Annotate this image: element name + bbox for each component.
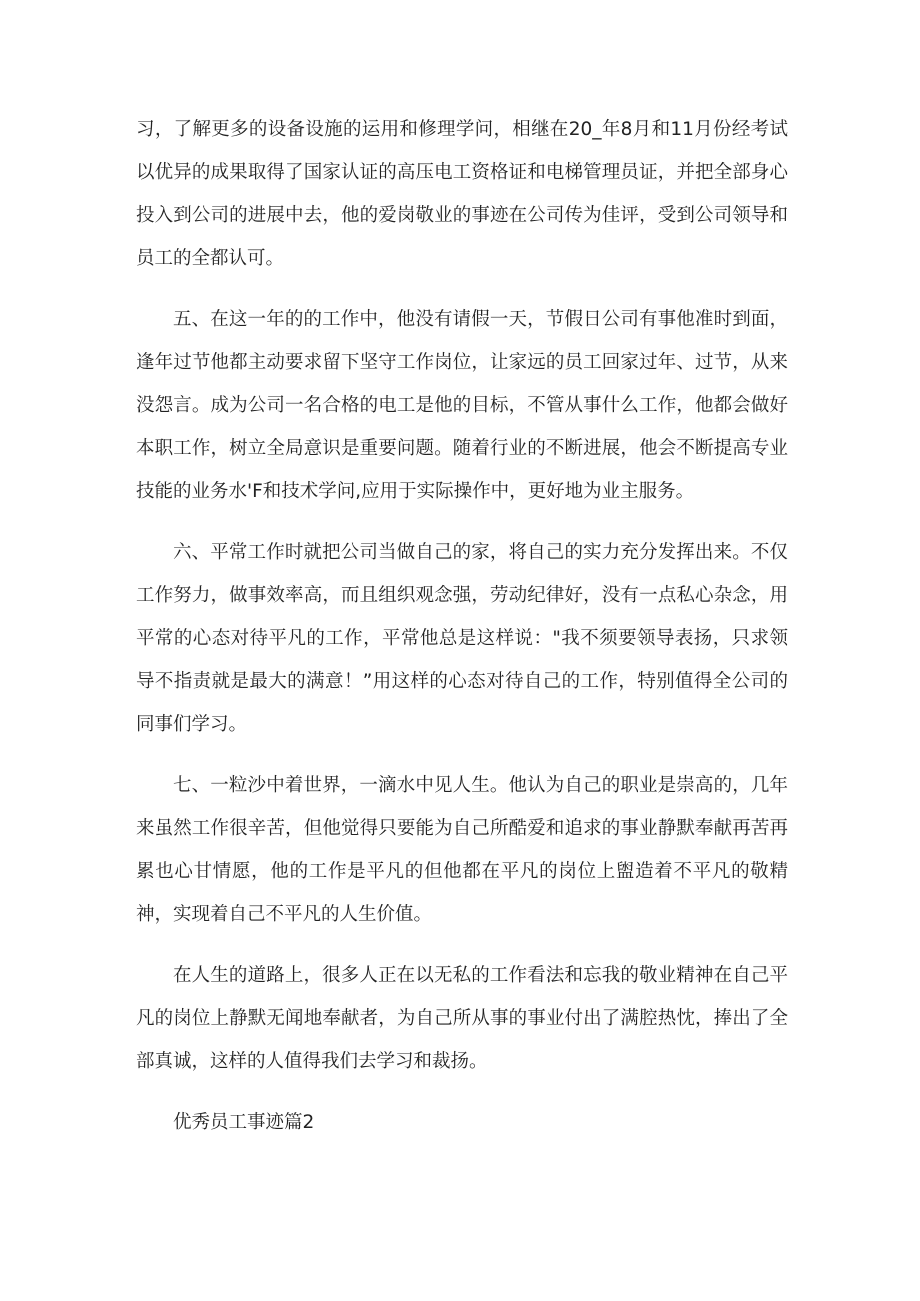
paragraph-item-seven: 七、一粒沙中着世界，一滴水中见人生。他认为自己的职业是崇高的，几年来虽然工作很辛苦，但他觉得只要能为自己所酷爱和追求的事业静默奉献再苦再累也心甘情愿，他的工作是平凡的但他都在平凡的岗位上盥造着不平凡的敬精神，实现着自己不平凡的人生价值。 bbox=[136, 775, 788, 925]
section-heading: 优秀员工事迹篇2 bbox=[173, 1112, 315, 1133]
paragraph-conclusion: 在人生的道路上，很多人正在以无私的工作看法和忘我的敬业精神在自己平凡的岗位上静默无闻地奉献者，为自己所从事的事业付出了满腔热忱，捧出了全部真诚，这样的人值得我们去学习和裁扬。 bbox=[136, 965, 788, 1072]
paragraph-continuation: 习，了解更多的设备设施的运用和修理学问，相继在20_年8月和11月份经考试以优异的成果取得了国家认证的高压电工资格证和电梯管理员证，并把全部身心投入到公司的进展中去，他的爱岗敬业的事迹在公司传为佳评，受到公司领导和员工的全都认可。 bbox=[136, 119, 788, 269]
paragraph-item-six: 六、平常工作时就把公司当做自己的家，将自己的实力充分发挥出来。不仅工作努力，做事效率高，而且组织观念强，劳动纪律好，没有一点私心杂念，用平常的心态对待平凡的工作，平常他总是这样说："我不须要领导表扬，只求领导不指责就是最大的满意！”用这样的心态对待自己的工作，特别值得全公司的同事们学习。 bbox=[136, 542, 788, 735]
document-body bbox=[136, 108, 788, 1144]
paragraph-item-five: 五、在这一年的的工作中，他没有请假一天，节假日公司有事他准时到面，逢年过节他都主动要求留下坚守工作岗位，让家远的员工回家过年、过节，从来没怨言。成为公司一名合格的电工是他的目标，不管从事什么工作，他都会做好本职工作，树立全局意识是重要问题。随着行业的不断进展，他会不断提高专业技能的业务水'F和技术学问,应用于实际操作中，更好地为业主服务。 bbox=[136, 309, 788, 502]
